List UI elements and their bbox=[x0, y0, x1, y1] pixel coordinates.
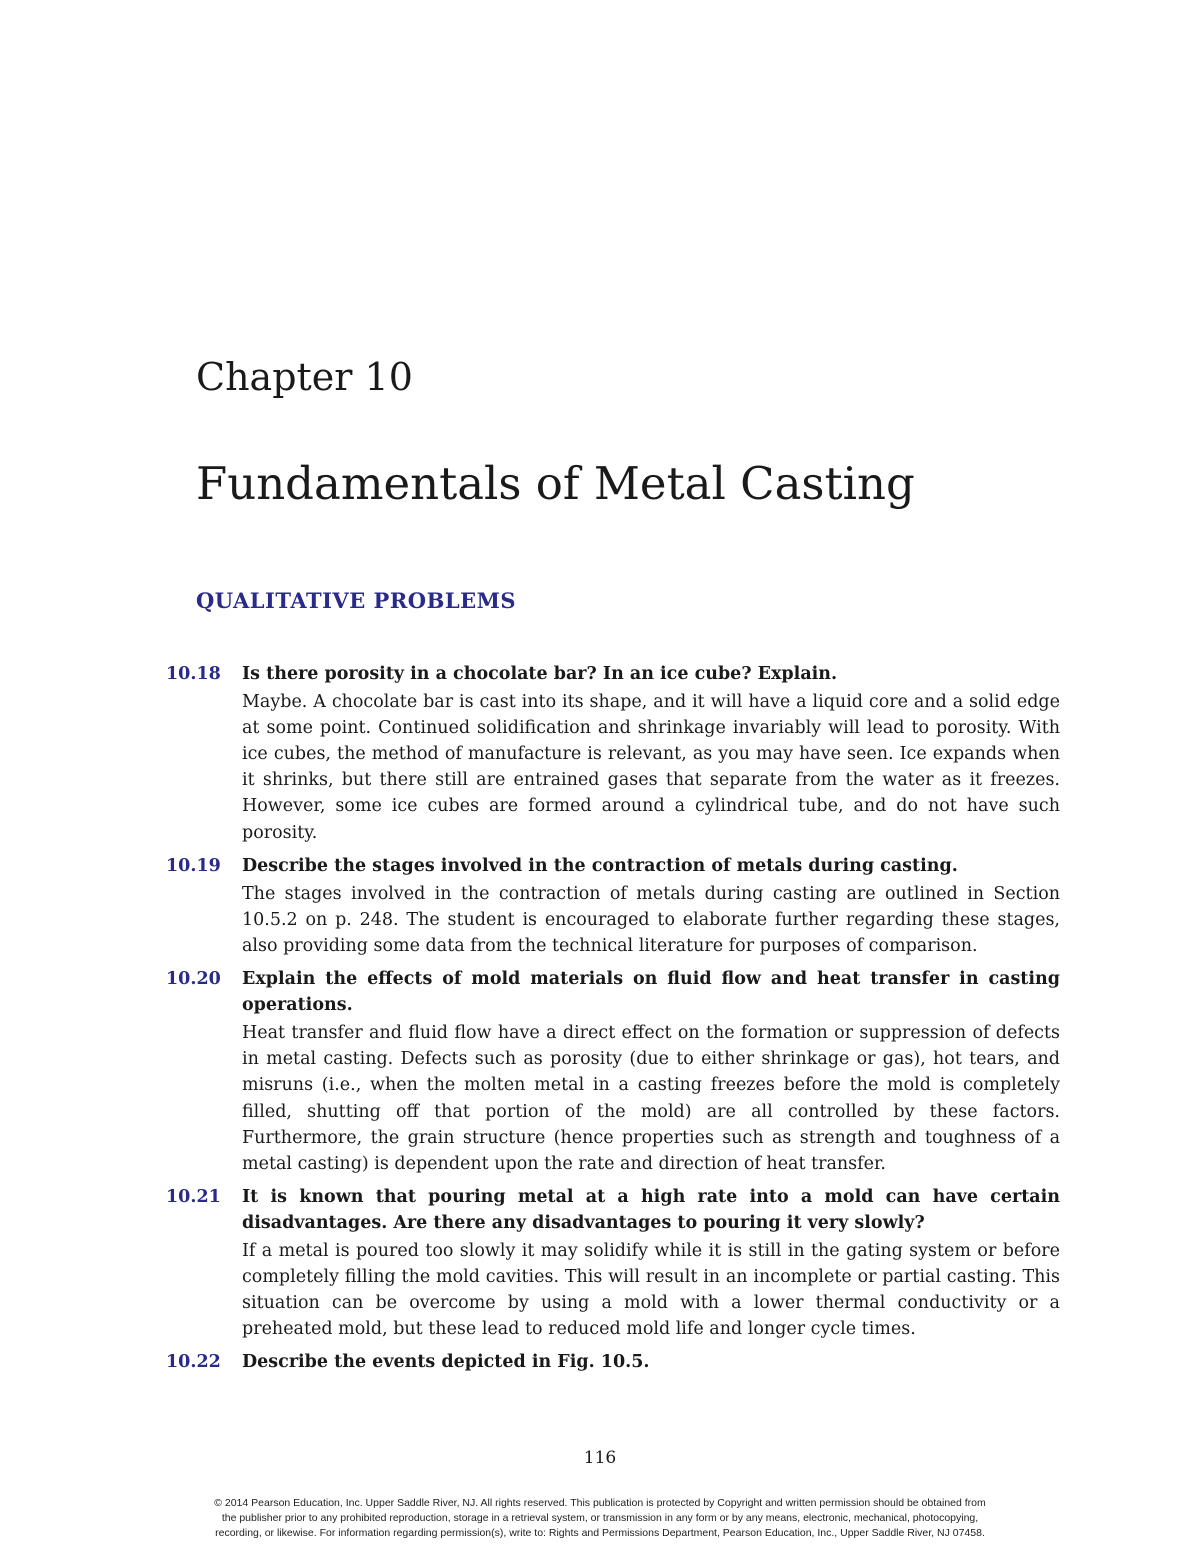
problem-question: Describe the events depicted in Fig. 10.5. bbox=[242, 1352, 650, 1373]
problem-answer: Heat transfer and fluid flow have a direct effect on the formation or suppression of defects in metal casting. Defects such as porosity (due to either shrinkage or gas), hot tears, and misruns (i.e., when the molten metal in a casting freezes before the mold is completely filled, shutting off that portion of the mold) are all controlled by these factors. Furthermore, the grain structure (hence properties such as strength and toughness of a metal casting) is dependent upon the rate and direction of heat transfer. bbox=[242, 1023, 1060, 1174]
problem-number: 10.18 bbox=[166, 664, 221, 684]
problem-answer: If a metal is poured too slowly it may solidify while it is still in the gating system or before completely filling the mold cavities. This will result in an incomplete or partial casting. This situation can be overcome by using a mold with a lower thermal conductivity or a preheated mold, but these lead to reduced mold life and longer cycle times. bbox=[242, 1240, 1060, 1340]
problem-10-21 bbox=[166, 1184, 1060, 1343]
page-number: 116 bbox=[583, 1448, 617, 1468]
section-heading: QUALITATIVE PROBLEMS bbox=[196, 588, 516, 613]
problem-question: Is there porosity in a chocolate bar? In an ice cube? Explain. bbox=[242, 664, 838, 684]
problem-10-18 bbox=[166, 661, 1060, 846]
chapter-title: Fundamentals of Metal Casting bbox=[196, 457, 915, 510]
copyright-line: © 2014 Pearson Education, Inc. Upper Saddle River, NJ. All rights reserved. This publication is protected by Copyright and written permission should be obtained from bbox=[214, 1497, 986, 1509]
problem-10-20 bbox=[166, 966, 1060, 1177]
problem-number: 10.19 bbox=[166, 855, 221, 876]
problem-number: 10.21 bbox=[166, 1186, 221, 1207]
problem-question: Describe the stages involved in the contraction of metals during casting. bbox=[242, 855, 958, 876]
problem-10-19 bbox=[166, 853, 1060, 959]
problem-question: It is known that pouring metal at a high rate into a mold can have certain disadvantages. Are there any disadvantages to pouring it very slowly? bbox=[242, 1186, 1060, 1233]
copyright-notice bbox=[150, 1496, 1050, 1541]
problem-10-22 bbox=[166, 1349, 1060, 1375]
chapter-label: Chapter 10 bbox=[196, 355, 413, 399]
problem-question: Explain the effects of mold materials on fluid flow and heat transfer in casting operations. bbox=[242, 969, 1060, 1016]
problem-answer: The stages involved in the contraction of metals during casting are outlined in Section 10.5.2 on p. 248. The student is encouraged to elaborate further regarding these stages, also providing some data from the technical literature for purposes of comparison. bbox=[242, 883, 1060, 956]
problem-answer: Maybe. A chocolate bar is cast into its shape, and it will have a liquid core and a solid edge at some point. Continued solidification and shrinkage invariably will lead to porosity. With ice cubes, the method of manufacture is relevant, as you may have seen. Ice expands when it shrinks, but there still are entrained gases that separate from the water as it freezes. However, some ice cubes are formed around a cylindrical tube, and do not have such porosity. bbox=[242, 692, 1060, 843]
copyright-line: recording, or likewise. For information regarding permission(s), write to: Rights and Permissions Department, Pearson Education, Inc., Upper Saddle River, NJ 07458. bbox=[215, 1527, 985, 1539]
copyright-line: the publisher prior to any prohibited reproduction, storage in a retrieval system, or transmission in any form or by any means, electronic, mechanical, photocopying, bbox=[221, 1512, 979, 1524]
problem-number: 10.20 bbox=[166, 969, 221, 990]
problem-number: 10.22 bbox=[166, 1352, 221, 1373]
problem-list bbox=[166, 661, 1060, 1382]
